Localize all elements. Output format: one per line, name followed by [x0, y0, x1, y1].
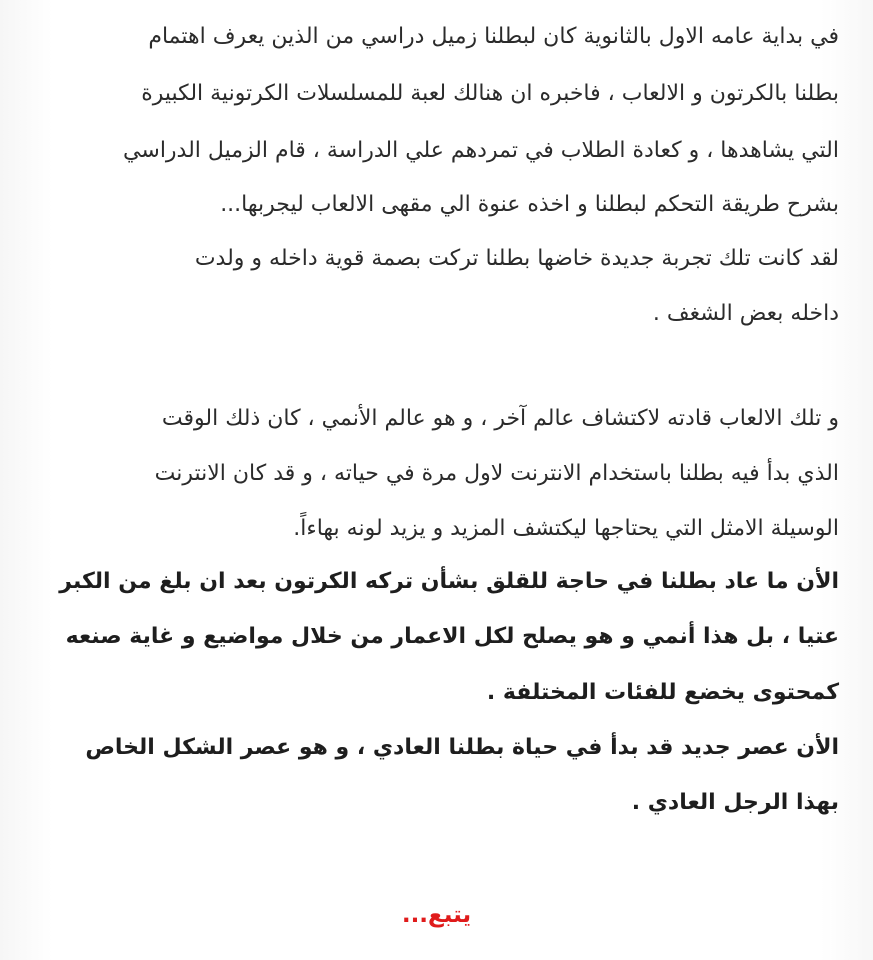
paragraph-1-line-4: بشرح طريقة التحكم لبطلنا و اخذه عنوة الي مقهى الالعاب ليجربها... [220, 192, 839, 217]
paragraph-2-line-2: داخله بعض الشغف . [652, 301, 839, 326]
paragraph-1-line-2: بطلنا بالكرتون و الالعاب ، فاخبره ان هنالك لعبة للمسلسلات الكرتونية الكبيرة [141, 81, 839, 106]
paragraph-4-line-3: كمحتوى يخضع للفئات المختلفة . [486, 680, 839, 705]
paragraph-3-line-2: الذي بدأ فيه بطلنا باستخدام الانترنت لاول مرة في حياته ، و قد كان الانترنت [154, 461, 839, 486]
paragraph-3-line-1: و تلك الالعاب قادته لاكتشاف عالم آخر ، و هو عالم الأنمي ، كان ذلك الوقت [161, 406, 839, 431]
paragraph-4-line-1: الأن ما عاد بطلنا في حاجة للقلق بشأن تركه الكرتون بعد ان بلغ من الكبر [59, 569, 839, 594]
paragraph-3-line-3: الوسيلة الامثل التي يحتاجها ليكتشف المزيد و يزيد لونه بهاءاً. [293, 516, 839, 541]
paragraph-2-line-1: لقد كانت تلك تجربة جديدة خاضها بطلنا تركت بصمة قوية داخله و ولدت [194, 246, 839, 271]
paragraph-1-line-3: التي يشاهدها ، و كعادة الطلاب في تمردهم علي الدراسة ، قام الزميل الدراسي [123, 138, 839, 163]
paragraph-5-line-2: بهذا الرجل العادي . [631, 790, 839, 815]
paragraph-5-line-1: الأن عصر جديد قد بدأ في حياة بطلنا العادي ، و هو عصر الشكل الخاص [85, 735, 839, 760]
paragraph-1-line-1: في بداية عامه الاول بالثانوية كان لبطلنا زميل دراسي من الذين يعرف اهتمام [148, 24, 839, 49]
to-be-continued-label: يتبع... [401, 902, 472, 928]
paragraph-4-line-2: عتيا ، بل هذا أنمي و هو يصلح لكل الاعمار من خلال مواضيع و غاية صنعه [65, 624, 839, 649]
